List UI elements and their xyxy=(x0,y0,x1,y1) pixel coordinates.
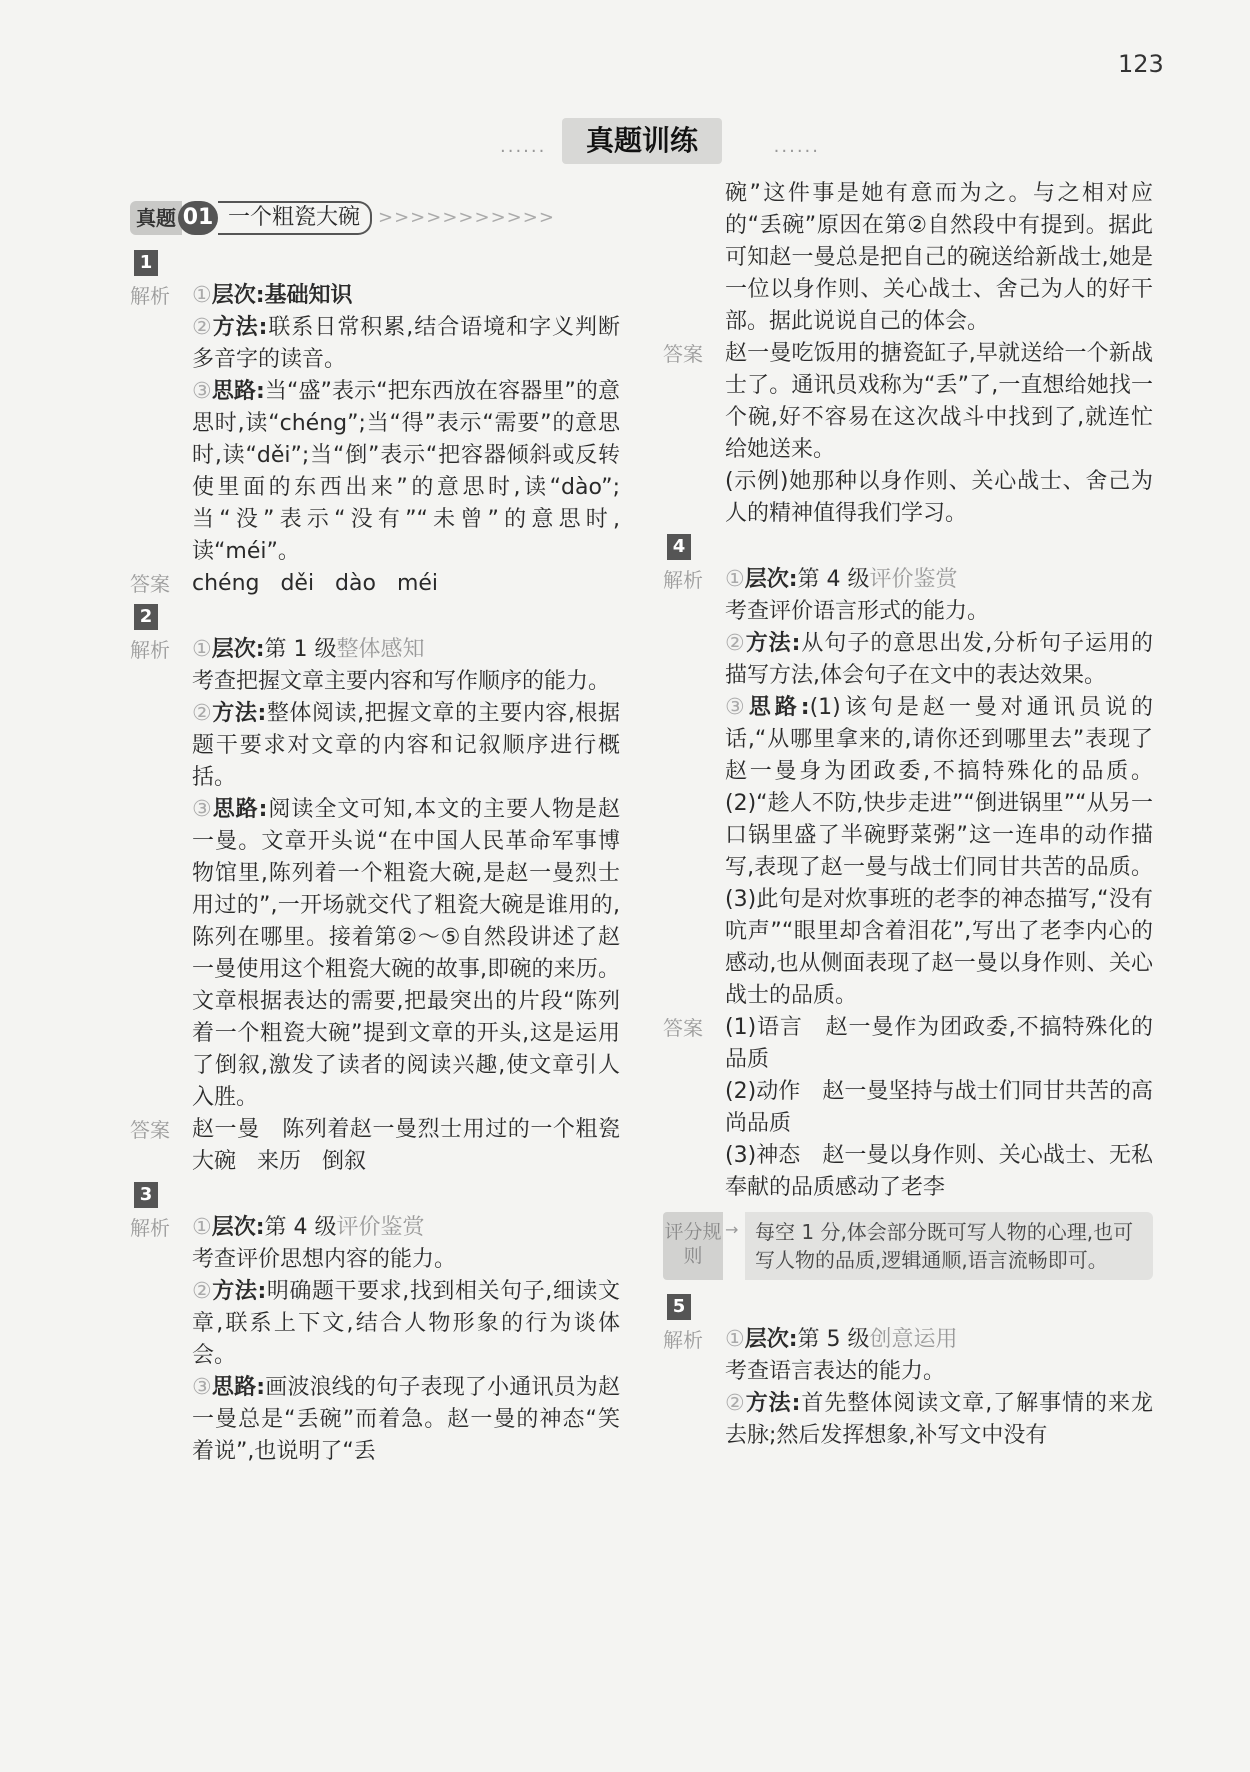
q2-thought-line: ③思路:阅读全文可知,本文的主要人物是赵一曼。文章开头说“在中国人民革命军事博物馆里,陈列着一个粗瓷大碗,是赵一曼烈士用过的”,一开场就交代了粗瓷大碗是谁用的,陈列在哪里。接着第②～⑤自然段讲述了赵一曼使用这个粗瓷大碗的故事,即碗的来历。文章根据表达的需要,把最突出的片段“陈列着一个粗瓷大碗”提到文章的开头,这是运用了倒叙,激发了读者的阅读兴趣,使文章引人入胜。 xyxy=(192,797,620,1110)
question-3-analysis xyxy=(130,1212,620,1468)
question-2-analysis xyxy=(130,634,620,1114)
q4-method-line: ②方法:从句子的意思出发,分析句子运用的描写方法,体会句子在文中的表达效果。 xyxy=(725,631,1153,688)
q4-thought-line: ③思路:(1)该句是赵一曼对通讯员说的话,“从哪里拿来的,请你还到哪里去”表现了赵一曼身为团政委,不搞特殊化的品质。(2)“趁人不防,快步走进”“倒进锅里”“从另一口锅里盛了半碗野菜粥”这一连串的动作描写,表现了赵一曼与战士们同甘共苦的品质。(3)此句是对炊事班的老李的神态描写,“没有吭声”“眼里却含着泪花”,写出了老李内心的感动,也从侧面表现了赵一曼以身作则、关心战士的品质。 xyxy=(725,695,1153,1008)
q3-answer-1: 赵一曼吃饭用的搪瓷缸子,早就送给一个新战士了。通讯员戏称为“丢”了,一直想给她找一个碗,好不容易在这次战斗中找到了,就连忙给她送来。 xyxy=(725,341,1153,462)
question-3-number: 3 xyxy=(134,1182,158,1208)
question-4-answer xyxy=(663,1012,1153,1204)
question-5-analysis xyxy=(663,1324,1153,1452)
arrow-icon: → xyxy=(725,1220,739,1239)
scoring-rules xyxy=(663,1212,1153,1280)
banner-dots-left: ...... xyxy=(500,136,547,157)
q3-answer-2: (示例)她那种以身作则、关心战士、舍己为人的精神值得我们学习。 xyxy=(725,469,1153,526)
question-1-analysis xyxy=(130,280,620,568)
right-column xyxy=(663,178,1153,1452)
section-banner xyxy=(500,118,820,168)
q4-answer-1: (1)语言 赵一曼作为团政委,不搞特殊化的品质 xyxy=(725,1015,1153,1072)
question-2-answer: 答案 赵一曼 陈列着赵一曼烈士用过的一个粗瓷大碗 来历 倒叙 xyxy=(130,1114,620,1178)
q3-level-line: ①层次:第 4 级评价鉴赏 xyxy=(192,1215,425,1240)
section-title: 真题训练 xyxy=(562,118,722,164)
analysis-label: 解析 xyxy=(130,1216,170,1240)
question-4-analysis xyxy=(663,564,1153,1012)
q3-ability: 考查评价思想内容的能力。 xyxy=(192,1247,457,1272)
q5-ability: 考查语言表达的能力。 xyxy=(725,1359,946,1384)
article-header xyxy=(130,200,620,236)
question-1-answer: 答案 chéng děi dào méi xyxy=(130,568,620,600)
zhenti-number: 01 xyxy=(178,201,218,235)
answer-label: 答案 xyxy=(130,572,170,596)
q2-method-line: ②方法:整体阅读,把握文章的主要内容,根据题干要求对文章的内容和记叙顺序进行概括。 xyxy=(192,701,620,790)
article-title: 一个粗瓷大碗 xyxy=(218,201,372,235)
q4-level-line: ①层次:第 4 级评价鉴赏 xyxy=(725,567,958,592)
q1-method-line: ②方法:联系日常积累,结合语境和字义判断多音字的读音。 xyxy=(192,315,620,372)
analysis-label: 解析 xyxy=(130,284,170,308)
q5-level-line: ①层次:第 5 级创意运用 xyxy=(725,1327,958,1352)
scoring-rules-text: 每空 1 分,体会部分既可写人物的心理,也可写人物的品质,逻辑通顺,语言流畅即可。 xyxy=(745,1212,1153,1280)
answer-label: 答案 xyxy=(130,1118,170,1142)
analysis-label: 解析 xyxy=(130,638,170,662)
page-number: 123 xyxy=(1118,50,1164,78)
q3-method-line: ②方法:明确题干要求,找到相关句子,细读文章,联系上下文,结合人物形象的行为谈体会。 xyxy=(192,1279,620,1368)
question-1-number: 1 xyxy=(134,250,158,276)
q4-answer-2: (2)动作 赵一曼坚持与战士们同甘共苦的高尚品质 xyxy=(725,1079,1153,1136)
q2-level-line: ①层次:第 1 级整体感知 xyxy=(192,637,425,662)
q3-thought-continued: 碗”这件事是她有意而为之。与之相对应的“丢碗”原因在第②自然段中有提到。据此可知赵一曼总是把自己的碗送给新战士,她是一位以身作则、关心战士、舍己为人的好干部。据此说说自己的体会。 xyxy=(725,181,1153,334)
zhenti-tag: 真题 xyxy=(130,201,182,235)
left-column xyxy=(130,200,620,1468)
question-2-number: 2 xyxy=(134,604,158,630)
answer-label: 答案 xyxy=(663,342,703,366)
question-5-number: 5 xyxy=(667,1294,691,1320)
q4-ability: 考查评价语言形式的能力。 xyxy=(725,599,990,624)
question-3-answer xyxy=(663,338,1153,530)
analysis-label: 解析 xyxy=(663,1328,703,1352)
q2-ability: 考查把握文章主要内容和写作顺序的能力。 xyxy=(192,669,611,694)
arrow-decoration: >>>>>>>>>>> xyxy=(378,207,555,228)
q1-thought-line: ③思路:当“盛”表示“把东西放在容器里”的意思时,读“chéng”;当“得”表示“需要”的意思时,读“děi”;当“倒”表示“把容器倾斜或反转使里面的东西出来”的意思时,读“dào”;当“没”表示“没有”“未曾”的意思时,读“méi”。 xyxy=(192,379,620,564)
banner-dots-right: ...... xyxy=(773,136,820,157)
q4-answer-3: (3)神态 赵一曼以身作则、关心战士、无私奉献的品质感动了老李 xyxy=(725,1143,1153,1200)
analysis-label: 解析 xyxy=(663,568,703,592)
q3-thought-line: ③思路:画波浪线的句子表现了小通讯员为赵一曼总是“丢碗”而着急。赵一曼的神态“笑着说”,也说明了“丢 xyxy=(192,1375,620,1464)
question-4-number: 4 xyxy=(667,534,691,560)
scoring-rules-label: 评分规则 xyxy=(663,1212,723,1280)
q5-method-line: ②方法:首先整体阅读文章,了解事情的来龙去脉;然后发挥想象,补写文中没有 xyxy=(725,1391,1153,1448)
answer-label: 答案 xyxy=(663,1016,703,1040)
q1-level-line: ①层次:基础知识 xyxy=(192,283,353,308)
